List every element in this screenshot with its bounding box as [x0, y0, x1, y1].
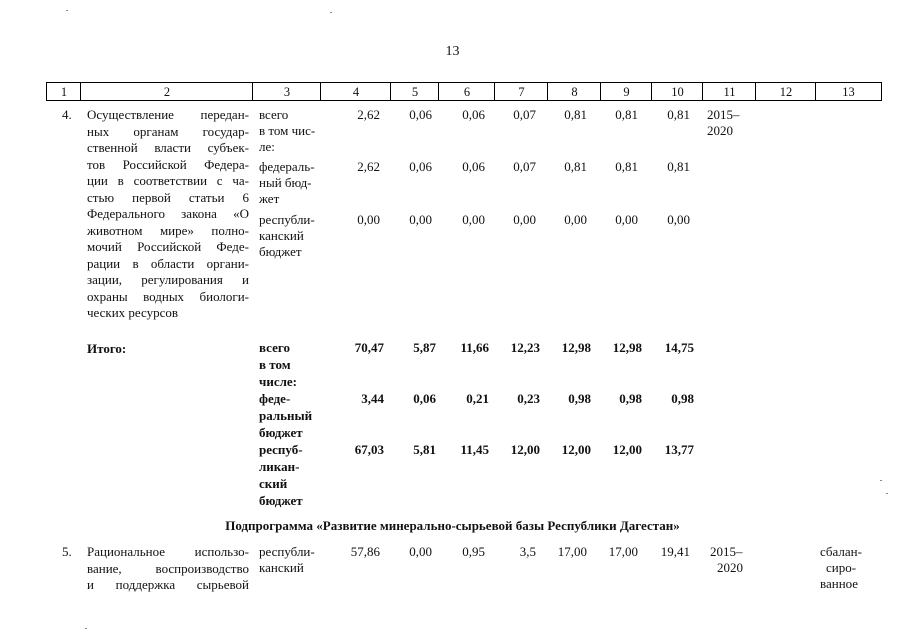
header-cell-11: 11 [702, 82, 756, 101]
value-cell: 2,62 [357, 159, 380, 174]
row-number: 4. [62, 107, 72, 122]
value-cell: 0,81 [667, 107, 690, 122]
value-cell: 0,00 [564, 212, 587, 227]
value-cell: 14,75 [664, 340, 694, 355]
page-number: 13 [445, 44, 460, 59]
source-line: бюджет [259, 244, 302, 259]
source-line: ле: [259, 139, 275, 154]
header-cell-13: 13 [815, 82, 882, 101]
value-cell: 12,23 [510, 340, 540, 355]
header-cell-8: 8 [547, 82, 601, 101]
description-line: ных органам государ- [87, 123, 249, 139]
header-cell-9: 9 [600, 82, 652, 101]
description-line: стью первой статьи 6 [87, 189, 249, 205]
scan-speck [85, 628, 87, 629]
source-line: ский [259, 476, 288, 491]
value-cell: 3,5 [519, 544, 536, 559]
description-line: Федерального закона «О [87, 206, 249, 221]
value-cell: 3,44 [361, 391, 384, 406]
value-cell: 0,95 [462, 544, 485, 559]
value-cell: 0,81 [615, 159, 638, 174]
value-cell: 17,00 [557, 544, 587, 559]
value-cell: 12,00 [612, 442, 642, 457]
source-line-1: республи- [259, 544, 315, 559]
source-line: респуб- [259, 442, 303, 457]
value-cell: 0,21 [466, 391, 489, 406]
source-line: бюджет [259, 425, 303, 440]
header-cell-6: 6 [438, 82, 495, 101]
value-cell: 0,81 [667, 159, 690, 174]
description-line: рации в области органи- [87, 255, 249, 271]
value-cell: 70,47 [354, 340, 384, 355]
value-cell: 13,77 [664, 442, 694, 457]
source-line: республи- [259, 212, 315, 227]
value-cell: 12,98 [612, 340, 642, 355]
source-line: ральный [259, 408, 313, 423]
source-line: всего [259, 107, 289, 122]
source-line: бюджет [259, 493, 303, 508]
scan-speck [886, 493, 888, 494]
scan-speck [330, 12, 332, 13]
header-cell-4: 4 [320, 82, 391, 101]
value-cell: 17,00 [608, 544, 638, 559]
value-cell: 0,98 [671, 391, 694, 406]
source-line: ликан- [259, 459, 300, 474]
value-cell: 0,06 [409, 159, 432, 174]
source-line: феде- [259, 391, 291, 406]
source-line: жет [259, 191, 280, 206]
value-cell: 0,07 [513, 159, 536, 174]
value-cell: 5,87 [413, 340, 436, 355]
value-cell: 11,66 [460, 340, 489, 355]
description-line: и поддержка сырьевой [87, 577, 249, 592]
header-cell-7: 7 [494, 82, 548, 101]
source-line: федераль- [259, 159, 315, 174]
header-cell-2: 2 [80, 82, 253, 101]
activity-description [87, 544, 249, 594]
value-cell: 12,00 [561, 442, 591, 457]
period-line-2: 2020 [707, 123, 733, 138]
value-cell: 19,41 [660, 544, 690, 559]
source-line: в том [259, 357, 291, 372]
value-cell: 0,00 [409, 544, 432, 559]
value-cell: 0,23 [517, 391, 540, 406]
description-line: вание, воспроизводство [87, 560, 249, 576]
value-cell: 0,06 [413, 391, 436, 406]
period-line-2: 2020 [717, 560, 743, 575]
value-cell: 0,06 [462, 107, 485, 122]
value-cell: 0,00 [667, 212, 690, 227]
value-cell: 0,00 [357, 212, 380, 227]
description-line: Рациональное использо- [87, 544, 249, 559]
description-line: животном мире» полно- [87, 222, 249, 238]
note-line-2: сиро- [826, 560, 857, 575]
scan-speck [880, 480, 882, 481]
value-cell: 0,81 [564, 159, 587, 174]
source-line: всего [259, 340, 290, 355]
activity-description [87, 107, 249, 322]
value-cell: 0,07 [513, 107, 536, 122]
note-line-3: ванное [820, 576, 859, 591]
period-line-1: 2015– [710, 544, 743, 559]
value-cell: 67,03 [354, 442, 384, 457]
value-cell: 11,45 [460, 442, 489, 457]
value-cell: 0,81 [615, 107, 638, 122]
description-line: Осуществление передан- [87, 107, 249, 122]
description-line: охраны водных биологи- [87, 288, 249, 304]
total-label: Итого: [87, 341, 127, 356]
value-cell: 0,98 [568, 391, 591, 406]
value-cell: 0,06 [409, 107, 432, 122]
value-cell: 0,00 [513, 212, 536, 227]
value-cell: 12,00 [510, 442, 540, 457]
description-line: тов Российской Федера- [87, 156, 249, 172]
value-cell: 0,00 [462, 212, 485, 227]
value-cell: 0,00 [615, 212, 638, 227]
source-line: ный бюд- [259, 175, 312, 190]
value-cell: 57,86 [350, 544, 380, 559]
value-cell: 0,81 [564, 107, 587, 122]
description-line: мочий Российской Феде- [87, 239, 249, 254]
subprogram-title: Подпрограмма «Развитие минерально-сырьевой базы Республики Дагестан» [225, 518, 680, 533]
description-line: ции в соответствии с ча- [87, 173, 249, 188]
header-cell-3: 3 [252, 82, 321, 101]
header-cell-5: 5 [390, 82, 439, 101]
value-cell: 5,81 [413, 442, 436, 457]
period-line-1: 2015– [707, 107, 740, 122]
source-line: числе: [259, 374, 297, 389]
source-line: канский [259, 228, 304, 243]
description-line: ственной власти субъек- [87, 140, 249, 155]
note-line-1: сбалан- [820, 544, 862, 559]
row-number: 5. [62, 544, 72, 559]
scan-speck [66, 10, 68, 11]
value-cell: 0,00 [409, 212, 432, 227]
value-cell: 12,98 [561, 340, 591, 355]
description-line: зации, регулирования и [87, 272, 249, 287]
header-cell-1: 1 [46, 82, 81, 101]
value-cell: 0,06 [462, 159, 485, 174]
description-line: ческих ресурсов [87, 305, 179, 320]
header-cell-10: 10 [651, 82, 703, 101]
value-cell: 2,62 [357, 107, 380, 122]
value-cell: 0,98 [619, 391, 642, 406]
source-line: в том чис- [259, 123, 316, 138]
source-line-2: канский [259, 560, 304, 575]
header-cell-12: 12 [755, 82, 816, 101]
